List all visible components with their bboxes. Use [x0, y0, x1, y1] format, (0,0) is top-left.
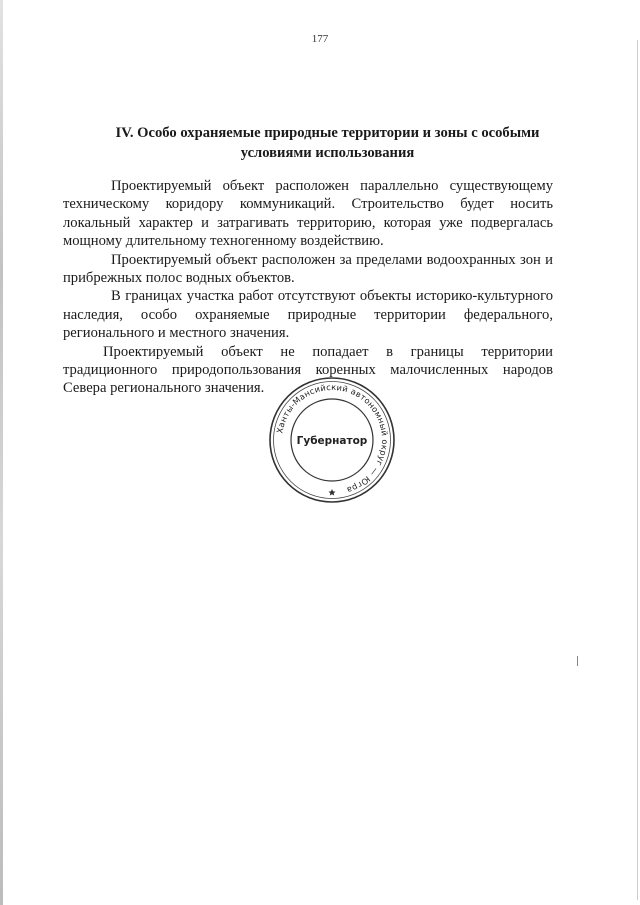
paragraph-water-zones: Проектируемый объект расположен за пределами водоохранных зон и прибрежных полос водных объектов. — [63, 251, 553, 287]
paragraph-traditional-lands: Проектируемый объект не попадает в границы территории традиционного природопользования коренных малочисленных народов Севера регионального значения. — [63, 343, 553, 397]
stamp-center-text: Губернатор — [296, 435, 368, 447]
stamp-ring-text: Ханты-Мансийский автономный округ — Югра — [274, 381, 391, 496]
scan-edge-right — [637, 40, 638, 900]
section-heading-line-1: IV. Особо охраняемые природные территории и зоны с особыми — [115, 125, 540, 141]
section-heading — [90, 123, 565, 163]
governor-seal-stamp — [268, 376, 396, 504]
paragraph-corridor: Проектируемый объект расположен параллельно существующему техническому коридору коммуникаций. Строительство будет носить локальный характер и затрагивать территорию, которая уже подвергалась мощному длительному техногенному воздействию. — [63, 178, 553, 250]
paragraph-heritage: В границах участка работ отсутствуют объекты историко-культурного наследия, особо охраняемые природные территории федерального, регионального и местного значения. — [63, 288, 553, 342]
scan-mark — [577, 656, 578, 666]
section-heading-line-2: условиями использования — [240, 145, 415, 161]
page-number: 177 — [311, 33, 329, 45]
body-text — [63, 177, 553, 398]
scan-edge-left — [0, 0, 3, 905]
star-icon — [329, 489, 336, 496]
